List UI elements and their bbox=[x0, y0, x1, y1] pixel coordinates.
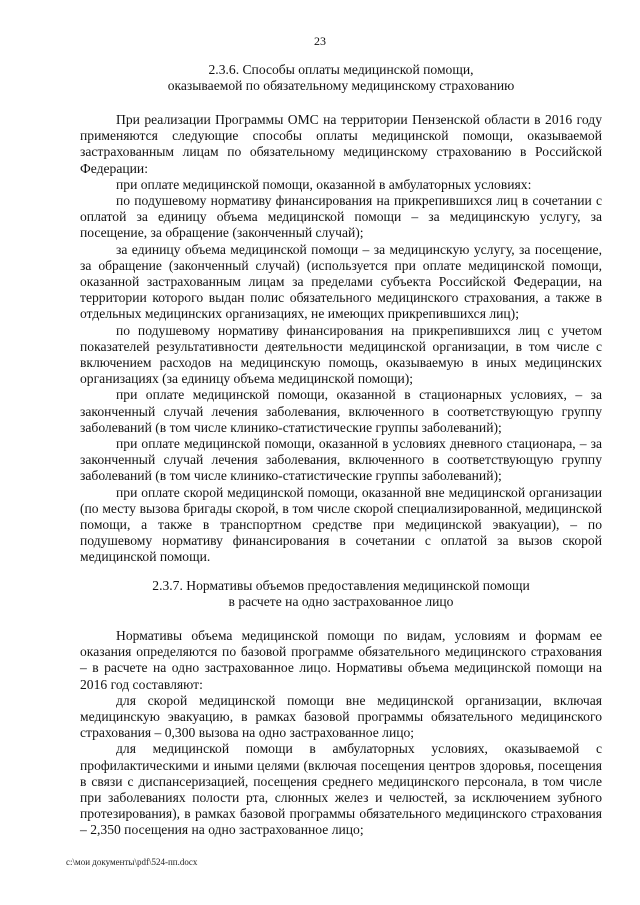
paragraph: При реализации Программы ОМС на территории Пензенской области в 2016 году применяются следующие способы оплаты медицинской помощи, оказываемой застрахованным лицам по обязательному медицинскому страхованию в Российской Федерации: bbox=[80, 112, 602, 176]
paragraph: для медицинской помощи в амбулаторных условиях, оказываемой с профилактическими и иными целями (включая посещения центров здоровья, посещения в связи с диспансеризацией, посещения среднего медицинского персонала, в том числе при заболеваниях полости рта, слюнных желез и челюстей, за исключением зубного протезирования), в рамках базовой программы обязательного медицинского страхования – 2,350 посещения на одно застрахованное лицо; bbox=[80, 741, 602, 838]
section-2-3-6-body bbox=[80, 112, 602, 566]
heading-line: 2.3.7. Нормативы объемов предоставления медицинской помощи bbox=[152, 578, 530, 593]
paragraph: при оплате медицинской помощи, оказанной в условиях дневного стационара, – за законченный случай лечения заболевания, включенного в соответствующую группу заболеваний (в том числе клинико-статистические группы заболеваний); bbox=[80, 436, 602, 484]
page-number: 23 bbox=[314, 34, 326, 48]
section-2-3-6-heading bbox=[80, 62, 602, 94]
paragraph: при оплате скорой медицинской помощи, оказанной вне медицинской организации (по месту вызова бригады скорой, в том числе скорой специализированной, медицинской помощи, а также в транспортном средстве при медицинской эвакуации), – по подушевому нормативу финансирования в сочетании с оплатой за вызов скорой медицинской помощи. bbox=[80, 484, 602, 565]
paragraph: Нормативы объема медицинской помощи по видам, условиям и формам ее оказания определяются по базовой программе обязательного медицинского страхования – в расчете на одно застрахованное лицо. Нормативы объема медицинской помощи на 2016 год составляют: bbox=[80, 628, 602, 692]
heading-line: в расчете на одно застрахованное лицо bbox=[228, 594, 454, 610]
paragraph: по подушевому нормативу финансирования на прикрепившихся лиц в сочетании с оплатой за единицу объема медицинской помощи – за медицинскую услугу, за посещение, за обращение (законченный случай); bbox=[80, 193, 602, 241]
heading-line: 2.3.6. Способы оплаты медицинской помощи, bbox=[208, 62, 474, 77]
paragraph: при оплате медицинской помощи, оказанной в амбулаторных условиях: bbox=[116, 176, 532, 192]
section-2-3-7-body bbox=[80, 628, 602, 839]
paragraph: для скорой медицинской помощи вне медицинской организации, включая медицинскую эвакуацию, в рамках базовой программы обязательного медицинского страхования – 0,300 вызова на одно застрахованное лицо; bbox=[80, 692, 602, 741]
paragraph: при оплате медицинской помощи, оказанной в стационарных условиях, – за законченный случай лечения заболевания, включенного в соответствующую группу заболеваний (в том числе клинико-статистические группы заболеваний); bbox=[80, 387, 602, 435]
paragraph: по подушевому нормативу финансирования на прикрепившихся лиц с учетом показателей результативности деятельности медицинской организации, в том числе с включением расходов на медицинскую помощь, оказываемую в иных медицинских организациях (за единицу объема медицинской помощи); bbox=[80, 322, 602, 387]
file-path-footer: c:\мои документы\pdf\524-пп.docx bbox=[66, 857, 198, 867]
paragraph: за единицу объема медицинской помощи – за медицинскую услугу, за посещение, за обращение (законченный случай) (используется при оплате медицинской помощи, оказанной застрахованным лицам за пределами субъекта Российской Федерации, на территории которого выдан полис обязательного медицинского страхования, а также в отдельных медицинских организациях, не имеющих прикрепившихся лиц); bbox=[80, 241, 602, 322]
section-2-3-7-heading bbox=[80, 578, 602, 610]
heading-line: оказываемой по обязательному медицинскому страхованию bbox=[167, 78, 515, 94]
